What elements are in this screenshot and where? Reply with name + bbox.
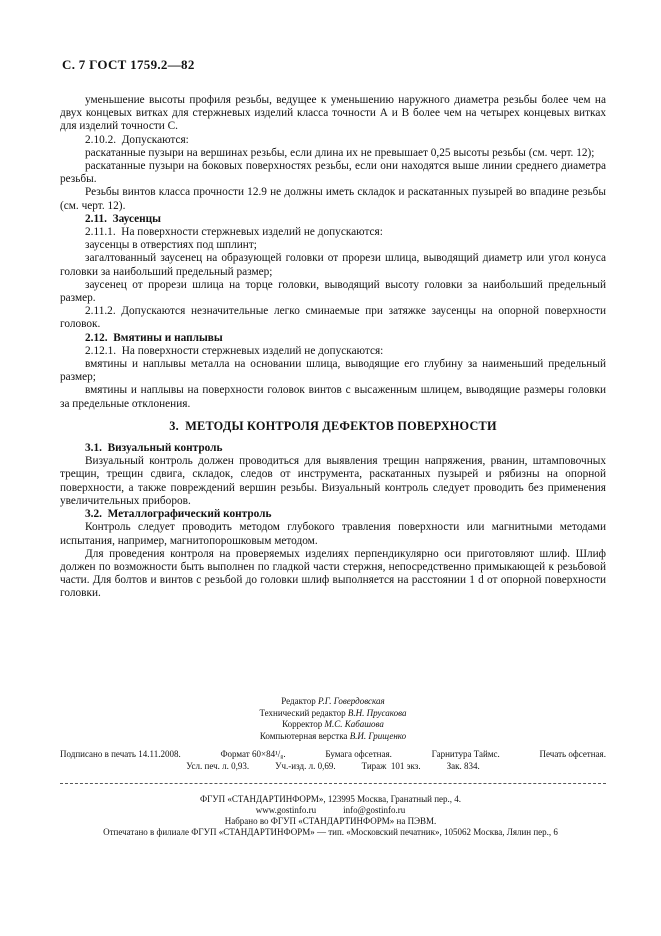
colophon-line	[60, 719, 606, 731]
imprint-segment: Тираж 101 экз.	[361, 760, 421, 771]
imprint-segment: Уч.-изд. л. 0,69.	[275, 760, 336, 771]
colophon-line	[60, 708, 606, 720]
colophon-block	[60, 696, 606, 742]
imprint-segment: Подписано в печать 14.11.2008.	[60, 749, 181, 759]
publisher-block	[20, 794, 641, 838]
para-visual-control: Визуальный контроль должен проводиться для выявления трещин напряжения, рванин, штамповочных трещин, трещин сдвига, складок, следов от инструмента, раскатанных пузырей и рябизны на опорной поверхности, а также повреждений вершин резьбы. Визуальный контроль следует проводить без применения увеличительных приборов.	[60, 455, 606, 507]
para-2-10-2: 2.10.2. Допускаются:	[85, 133, 189, 146]
publisher-line: www.gostinfo.ru info@gostinfo.ru	[255, 804, 406, 815]
colophon-role-label: Корректор	[282, 719, 325, 730]
page-header: С. 7 ГОСТ 1759.2—82	[62, 57, 195, 72]
para-2-12-1: 2.12.1. На поверхности стержневых изделий не допускаются:	[85, 344, 384, 357]
para-2-11-2: 2.11.2. Допускаются незначительные легко сминаемые при затяжке заусенцы на опорной поверхности головок.	[60, 305, 606, 331]
heading-3-1: 3.1. Визуальный контроль	[85, 442, 223, 455]
para-dents-heads: вмятины и наплывы на поверхности головок винтов с высаженным шлицем, выводящие размеры головки за предельные отклонения.	[60, 384, 606, 410]
imprint-line-edition-info	[60, 761, 606, 773]
para-bubbles-crest: раскатанные пузыри на вершинах резьбы, если длина их не превышает 0,25 высоты резьбы (см. черт. 12);	[85, 146, 595, 159]
colophon-person-name: В.Н. Прусакова	[347, 707, 407, 718]
colophon-line	[60, 696, 606, 708]
dashed-divider	[60, 783, 606, 784]
para-thread-profile: уменьшение высоты профиля резьбы, ведущее к уменьшению наружного диаметра резьбы более чем на двух концевых витках для стержневых изделий класса точности А и В более чем на четырех концевых витках для изделий точности С.	[60, 94, 606, 133]
heading-section-3: 3. МЕТОДЫ КОНТРОЛЯ ДЕФЕКТОВ ПОВЕРХНОСТИ	[169, 418, 497, 433]
colophon-role-label: Редактор	[281, 696, 318, 706]
imprint-segment: Усл. печ. л. 0,93.	[186, 760, 250, 771]
publisher-line: Набрано во ФГУП «СТАНДАРТИНФОРМ» на ПЭВМ.	[224, 815, 437, 826]
para-dents-slot: вмятины и наплывы металла на основании шлица, выводящие его глубину за наименьший предельный размер;	[60, 358, 606, 384]
para-burr-head: загалтованный заусенец на образующей головки от прорези шлица, выводящий диаметр или угол конуса головки за наибольший предельный размер;	[60, 252, 606, 278]
colophon-role-label: Компьютерная верстка	[259, 730, 350, 741]
heading-2-12: 2.12. Вмятины и наплывы	[85, 331, 223, 344]
para-2-11-1: 2.11.1. На поверхности стержневых изделий не допускаются:	[85, 226, 383, 239]
publisher-line: Отпечатано в филиале ФГУП «СТАНДАРТИНФОРМ» — тип. «Московский печатник», 105062 Москва, Лялин пер., 6	[103, 826, 558, 837]
publisher-line: ФГУП «СТАНДАРТИНФОРМ», 123995 Москва, Гранатный пер., 4.	[199, 794, 462, 804]
imprint-block	[60, 749, 606, 772]
imprint-segment: Зак. 834.	[446, 760, 480, 771]
imprint-line-print-info	[60, 749, 606, 761]
para-burr-slot: заусенец от прорези шлица на торце головки, выводящий высоту головки за наибольший предельный размер.	[60, 278, 606, 305]
para-burr-cotter: заусенцы в отверстиях под шплинт;	[85, 239, 257, 252]
heading-2-11: 2.11. Заусенцы	[85, 212, 161, 225]
colophon-role-label: Технический редактор	[259, 707, 348, 718]
para-metallographic-2: Для проведения контроля на проверяемых изделиях перпендикулярно оси приготовляют шлиф. Шлиф должен по возможности быть выполнен по гладкой части стержня, непосредственно примыкающей к резьбовой части. Для болтов и винтов с резьбой до головки шлиф выполняется на расстоянии 1 d от опорной поверхности головки.	[60, 547, 606, 600]
imprint-segment: Формат 60×84¹/₈.	[220, 749, 286, 759]
para-bubbles-flank: раскатанные пузыри на боковых поверхностях резьбы, если они находятся выше линии среднего диаметра резьбы.	[60, 160, 606, 186]
para-metallographic-1: Контроль следует проводить методом глубокого травления поверхности или магнитными методами испытания, например, магнитопорошковым методом.	[60, 521, 606, 547]
imprint-segment: Гарнитура Таймс.	[431, 749, 500, 759]
colophon-line	[60, 731, 606, 743]
colophon-person-name: В.И. Грищенко	[349, 730, 407, 741]
document-body	[60, 94, 606, 601]
colophon-person-name: М.С. Кабашова	[324, 719, 384, 730]
para-strength-12-9: Резьбы винтов класса прочности 12.9 не должны иметь складок и раскатанных пузырей во впадине резьбы (см. черт. 12).	[60, 186, 606, 212]
imprint-segment: Печать офсетная.	[539, 749, 606, 759]
heading-3-2: 3.2. Металлографический контроль	[85, 508, 272, 521]
colophon-person-name: Р.Г. Говердовская	[317, 696, 385, 706]
imprint-segment: Бумага офсетная.	[325, 749, 392, 759]
